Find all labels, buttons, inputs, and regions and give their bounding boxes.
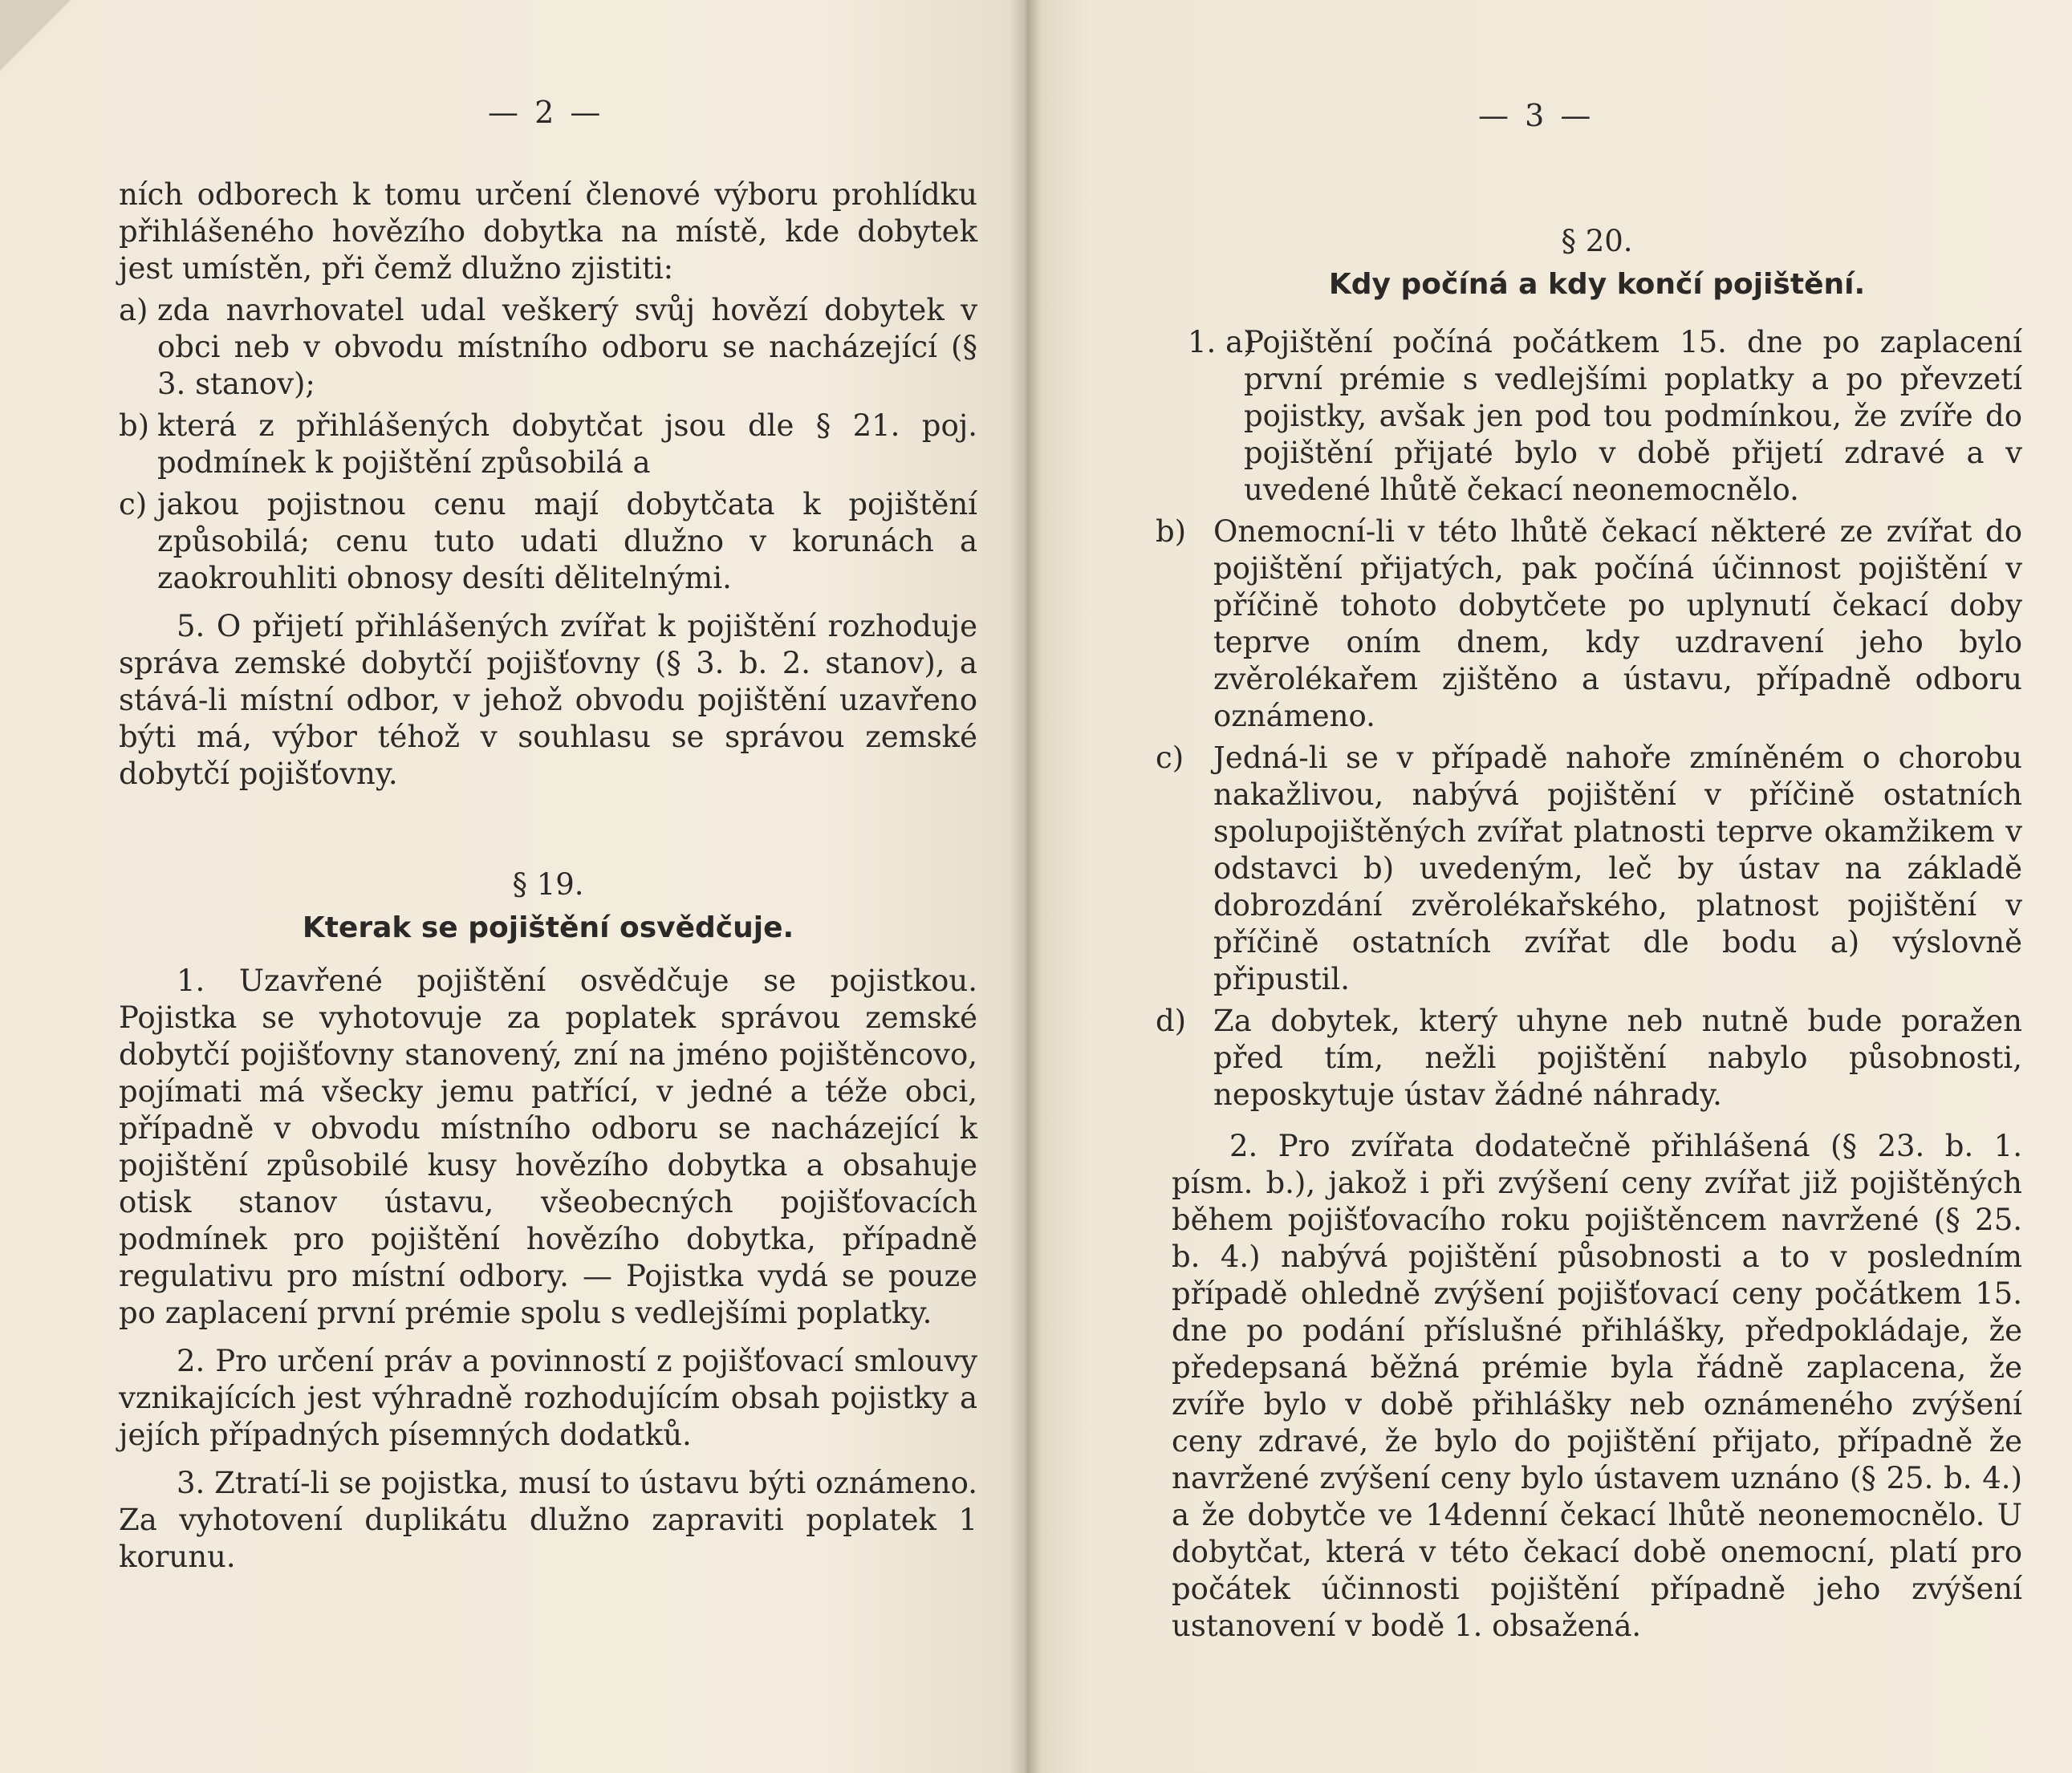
item-marker: d): [1156, 1004, 1187, 1038]
section-title: Kdy počíná a kdy končí pojištění.: [1328, 268, 1866, 301]
right-page: [1027, 0, 2072, 1773]
list-item-b: [119, 408, 977, 481]
section-19-paragraph-1: 1. Uzavřené pojištění osvědčuje se pojistkou. Pojistka se vyhotovuje za poplatek správou zemské dobytčí pojišťovny stanovený, zní na jméno pojištěncovo, pojímati má všecky jemu patřící, v jedné a téže obci, případně v obvodu místního odboru se nacházející k pojištění způsobilé kusy hovězího dobytka a obsahuje otisk stanov ústavu, všeobecných pojišťovacích podmínek pro pojištění hovězího dobytka, případně regulativu pro místní odbory. — Pojistka vydá se pouze po zaplacení první prémie spolu s vedlejšími poplatky.: [119, 964, 977, 1330]
paragraph-5: 5. O přijetí přihlášených zvířat k pojištění rozhoduje správa zemské dobytčí pojišťovny (§ 3. b. 2. stanov), a stává-li místní odbor, v jehož obvodu pojištění uzavřeno býti má, výbor téhož v souhlasu se správou zemské dobytčí pojišťovny.: [119, 609, 977, 791]
left-text-column: [119, 176, 977, 1576]
item-text: Onemocní-li v této lhůtě čekací některé ze zvířat do pojištění přijatých, pak počíná účinnost pojištění v příčině tohoto dobytčete po uplynutí čekací doby teprve oním dnem, kdy uzdravení jeho bylo zvěrolékařem zjištěno a ústavu, případně odboru oznámeno.: [1213, 514, 2022, 733]
left-page: [0, 0, 1027, 1773]
item-marker: c): [1156, 740, 1184, 775]
item-marker: a): [119, 293, 148, 327]
list-item-c: [119, 486, 977, 597]
section-title: Kterak se pojištění osvědčuje.: [302, 911, 794, 944]
item-text: jakou pojistnou cenu mají dobytčata k pojištění způsobilá; cenu tuto udati dlužno v korunách a zaokrouhliti obnosy desíti dělitelnými.: [157, 487, 977, 595]
intro-paragraph: ních odborech k tomu určení členové výboru prohlídku přihlášeného hovězího dobytka na místě, kde dobytek jest umístěn, při čemž dlužno zjistiti:: [119, 177, 977, 286]
item-marker: b): [119, 408, 150, 443]
page-number-right: — 3 —: [1478, 98, 1595, 133]
page-number-left: — 2 —: [488, 95, 604, 130]
list-item-b: [1156, 513, 2022, 735]
section-20-heading: [1172, 223, 2022, 303]
item-marker: c): [119, 487, 148, 521]
item-text: Jedná-li se v případě nahoře zmíněném o chorobu nakažlivou, nabývá pojištění v příčině ostatních spolupojištěných zvířat platnosti teprve okamžikem v odstavci b) uvedeným, leč by ústav na základě dobrozdání zvěrolékařského, platnost pojištění v příčině ostatních zvířat dle bodu a) výslovně připustil.: [1213, 740, 2022, 996]
section-19-paragraph-3: 3. Ztratí-li se pojistka, musí to ústavu býti oznámeno. Za vyhotovení duplikátu dlužno zapraviti poplatek 1 korunu.: [119, 1466, 977, 1574]
section-number: § 19.: [512, 867, 584, 902]
item-text: která z přihlášených dobytčat jsou dle § 21. poj. podmínek k pojištění způsobilá a: [157, 408, 977, 480]
section-number: § 20.: [1561, 224, 1633, 258]
section-19-paragraph-2: 2. Pro určení práv a povinností z pojišťovací smlouvy vznikajících jest výhradně rozhodujícím obsah pojistky a jejích případných písemných dodatků.: [119, 1344, 977, 1452]
list-item-a: [119, 292, 977, 403]
section-19-heading: [119, 866, 977, 947]
item-marker: b): [1156, 514, 1187, 549]
item-text: Pojištění počíná počátkem 15. dne po zaplacení první prémie s vedlejšími poplatky a po převzetí pojistky, avšak jen pod tou podmínkou, že zvíře do pojištění přijaté bylo v době přijetí zdravé a v uvedené lhůtě čekací neonemocnělo.: [1244, 325, 2022, 507]
item-text: Za dobytek, který uhyne neb nutně bude poražen před tím, nežli pojištění nabylo působnosti, neposkytuje ústav žádné náhrady.: [1213, 1004, 2022, 1112]
book-gutter: [1010, 0, 1042, 1773]
list-item-c: [1156, 740, 2022, 998]
section-20-paragraph-2: 2. Pro zvířata dodatečně přihlášená (§ 23. b. 1. písm. b.), jakož i při zvýšení ceny zvířat již pojištěných během pojišťovacího roku pojištěncem navržené (§ 25. b. 4.) nabývá pojištění působnosti a to v posledním případě ohledně zvýšení pojišťovací ceny počátkem 15. dne po podání příslušné přihlášky, předpokládaje, že předepsaná běžná prémie byla řádně zaplacena, že zvíře bylo v době přihlášky neb oznámeného zvýšení ceny zdravé, že bylo do pojištění přijato, případně že navržené zvýšení ceny bylo ústavem uznáno (§ 25. b. 4.) a že dobytče ve 14denní čekací lhůtě neonemocnělo. U dobytčat, která v této čekací době onemocní, platí pro počátek účinnosti pojištění případně jeho zvýšení ustanovení v bodě 1. obsažená.: [1172, 1129, 2022, 1643]
item-marker: 1. a): [1188, 325, 1255, 359]
item-text: zda navrhovatel udal veškerý svůj hovězí dobytek v obci neb v obvodu místního odboru se nacházející (§ 3. stanov);: [157, 293, 977, 401]
list-item-d: [1156, 1003, 2022, 1114]
list-item-1a: [1172, 324, 2022, 509]
folded-corner: [0, 0, 72, 72]
right-text-column: [1156, 223, 2022, 1645]
